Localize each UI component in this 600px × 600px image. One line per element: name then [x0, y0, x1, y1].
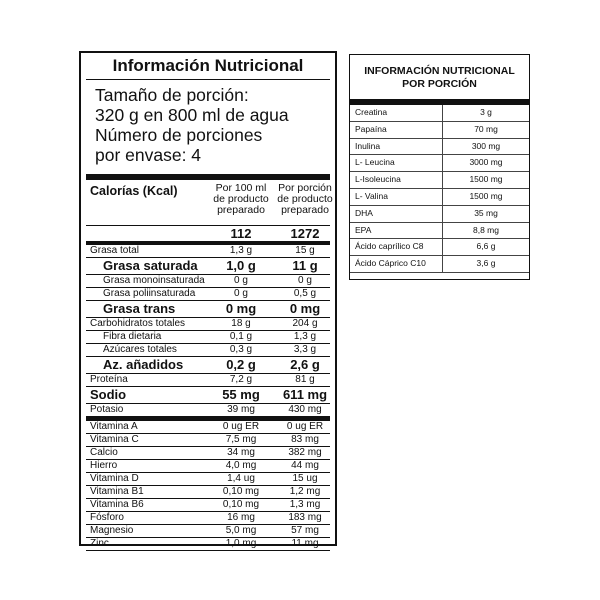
table-row	[350, 206, 529, 223]
value-per-serving: 11 mg	[291, 538, 319, 549]
serving-line: por envase: 4	[95, 145, 202, 165]
column-header-per-serving	[275, 183, 335, 216]
value-per-100ml: 55 mg	[222, 387, 260, 402]
calories-per-serving: 1272	[290, 226, 320, 241]
value-per-100ml: 0,2 g	[226, 357, 256, 372]
ingredient-name: L-Isoleucina	[355, 174, 401, 185]
value-per-serving: 11 g	[292, 258, 318, 273]
value-per-100ml: 0,3 g	[229, 344, 253, 355]
calories-label: Calorías (Kcal)	[90, 184, 178, 198]
header-line: preparado	[217, 204, 265, 216]
value-per-serving: 430 mg	[288, 404, 322, 415]
nutrition-facts-label	[79, 51, 337, 549]
table-row	[86, 387, 330, 404]
column-header-per-100ml	[213, 183, 269, 216]
serving-line: 320 g en 800 ml de agua	[95, 105, 289, 125]
side-table-title	[350, 55, 529, 105]
header-line: de producto	[277, 193, 333, 205]
value-per-100ml: 0 g	[234, 288, 248, 299]
header-line: preparado	[281, 204, 329, 216]
value-per-serving: 3,3 g	[293, 344, 317, 355]
value-per-100ml: 0 mg	[225, 301, 257, 316]
label-title: Información Nutricional	[86, 53, 330, 80]
table-row	[350, 155, 529, 172]
table-row	[86, 434, 330, 447]
value-per-serving: 0,5 g	[293, 288, 317, 299]
nutrient-name: Proteína	[90, 374, 128, 385]
nutrient-name: Grasa poliinsaturada	[103, 288, 196, 299]
ingredient-amount: 300 mg	[442, 139, 529, 155]
table-row	[86, 421, 330, 434]
value-per-serving: 0 g	[298, 275, 312, 286]
table-row	[86, 447, 330, 460]
nutrient-name: Calcio	[90, 447, 118, 458]
calories-per-100ml: 112	[230, 226, 252, 241]
table-row	[350, 189, 529, 206]
ingredient-name: L- Leucina	[355, 157, 395, 168]
value-per-100ml: 1,0 mg	[225, 538, 257, 549]
table-row	[350, 239, 529, 256]
ingredient-name: Creatina	[355, 107, 388, 117]
ingredient-amount: 1500 mg	[442, 189, 529, 205]
nutrient-name: Carbohidratos totales	[90, 318, 186, 329]
value-per-serving: 183 mg	[288, 512, 322, 523]
value-per-serving: 1,2 mg	[289, 486, 321, 497]
value-per-100ml: 1,4 ug	[227, 473, 255, 484]
ingredient-amount: 1500 mg	[442, 172, 529, 188]
value-per-100ml: 0,10 mg	[222, 499, 260, 510]
value-per-serving: 204 g	[292, 318, 318, 329]
ingredient-amount: 70 mg	[442, 122, 529, 138]
table-row	[350, 256, 529, 273]
table-row	[86, 331, 330, 344]
calories-values-row	[86, 225, 330, 245]
nutrient-name: Vitamina B6	[90, 499, 144, 510]
ingredient-name: Inulina	[355, 140, 381, 151]
value-per-serving: 57 mg	[291, 525, 319, 536]
value-per-serving: 15 g	[295, 245, 315, 256]
value-per-serving: 83 mg	[291, 434, 319, 445]
table-row	[86, 525, 330, 538]
table-row	[350, 105, 529, 122]
nutrient-rows	[86, 245, 330, 421]
ingredient-amount: 6,6 g	[442, 239, 529, 255]
nutrient-name: Zinc	[90, 538, 109, 549]
serving-info	[86, 80, 330, 180]
table-row	[86, 258, 330, 275]
nutrient-name: Vitamina C	[90, 434, 139, 445]
value-per-100ml: 0 ug ER	[222, 421, 260, 432]
table-row	[350, 122, 529, 139]
ingredient-name: DHA	[355, 207, 373, 218]
value-per-100ml: 7,5 mg	[225, 434, 257, 445]
nutrient-name: Vitamina D	[90, 473, 139, 484]
vitamin-rows	[86, 421, 330, 551]
table-row	[350, 139, 529, 156]
value-per-serving: 611 mg	[282, 387, 328, 402]
table-row	[86, 486, 330, 499]
table-row	[350, 223, 529, 240]
header-line: de producto	[213, 193, 269, 205]
table-row	[86, 538, 330, 551]
nutrient-name: Vitamina A	[90, 421, 138, 432]
value-per-serving: 382 mg	[288, 447, 322, 458]
nutrient-name: Magnesio	[90, 525, 134, 536]
nutrient-name: Fibra dietaria	[103, 331, 162, 342]
table-row	[350, 172, 529, 189]
nutrient-name: Fósforo	[90, 512, 124, 523]
table-row	[86, 357, 330, 374]
ingredient-name: EPA	[355, 224, 372, 235]
value-per-100ml: 16 mg	[227, 512, 255, 523]
value-per-100ml: 39 mg	[227, 404, 255, 415]
value-per-100ml: 0 g	[234, 275, 248, 286]
table-row	[86, 473, 330, 486]
serving-line: Número de porciones	[95, 125, 263, 145]
nutrient-name: Sodio	[90, 387, 127, 402]
value-per-serving: 44 mg	[291, 460, 319, 471]
value-per-100ml: 7,2 g	[229, 374, 253, 385]
ingredient-amount: 3 g	[442, 105, 529, 121]
value-per-100ml: 18 g	[231, 318, 251, 329]
value-per-serving: 1,3 mg	[289, 499, 321, 510]
value-per-serving: 2,6 g	[290, 357, 320, 372]
value-per-100ml: 34 mg	[227, 447, 255, 458]
serving-line: Tamaño de porción:	[95, 85, 249, 105]
table-row	[86, 499, 330, 512]
table-row	[86, 275, 330, 288]
value-per-serving: 81 g	[295, 374, 315, 385]
value-per-100ml: 0,1 g	[229, 331, 253, 342]
value-per-serving: 15 ug	[292, 473, 318, 484]
value-per-serving: 1,3 g	[293, 331, 317, 342]
value-per-100ml: 4,0 mg	[225, 460, 257, 471]
ingredient-name: Papaína	[355, 123, 387, 134]
table-row	[86, 512, 330, 525]
value-per-serving: 0 mg	[289, 301, 321, 316]
per-serving-extra-table	[349, 54, 530, 280]
ingredient-amount: 3000 mg	[442, 155, 529, 171]
value-per-serving: 0 ug ER	[286, 421, 324, 432]
table-row	[86, 460, 330, 473]
header-line: Por porción	[278, 182, 332, 194]
header-line: Por 100 ml	[215, 182, 267, 194]
table-row	[86, 245, 330, 258]
ingredient-amount: 8,8 mg	[442, 223, 529, 239]
title-line: POR PORCIÓN	[402, 78, 477, 90]
value-per-100ml: 1,3 g	[229, 245, 253, 256]
table-row	[86, 404, 330, 421]
side-table-rows	[350, 105, 529, 273]
nutrient-name: Grasa total	[90, 245, 139, 256]
table-row	[86, 288, 330, 301]
ingredient-amount: 3,6 g	[442, 256, 529, 272]
title-line: INFORMACIÓN NUTRICIONAL	[364, 65, 515, 77]
nutrient-name: Grasa saturada	[103, 258, 198, 273]
table-row	[86, 318, 330, 331]
nutrient-name: Grasa trans	[103, 301, 176, 316]
calories-header	[86, 180, 333, 225]
nutrient-name: Vitamina B1	[90, 486, 144, 497]
nutrient-name: Az. añadidos	[103, 357, 184, 372]
nutrient-name: Azúcares totales	[103, 344, 177, 355]
nutrient-name: Grasa monoinsaturada	[103, 275, 205, 286]
nutrient-name: Potasio	[90, 404, 124, 415]
ingredient-name: Ácido caprílico C8	[355, 241, 424, 252]
nutrient-name: Hierro	[90, 460, 118, 471]
value-per-100ml: 0,10 mg	[222, 486, 260, 497]
table-row	[86, 301, 330, 318]
ingredient-amount: 35 mg	[442, 206, 529, 222]
ingredient-name: Ácido Cáprico C10	[355, 258, 426, 269]
table-row	[86, 374, 330, 387]
value-per-100ml: 5,0 mg	[225, 525, 257, 536]
table-row	[86, 344, 330, 357]
value-per-100ml: 1,0 g	[226, 258, 256, 273]
ingredient-name: L- Valina	[355, 190, 388, 201]
